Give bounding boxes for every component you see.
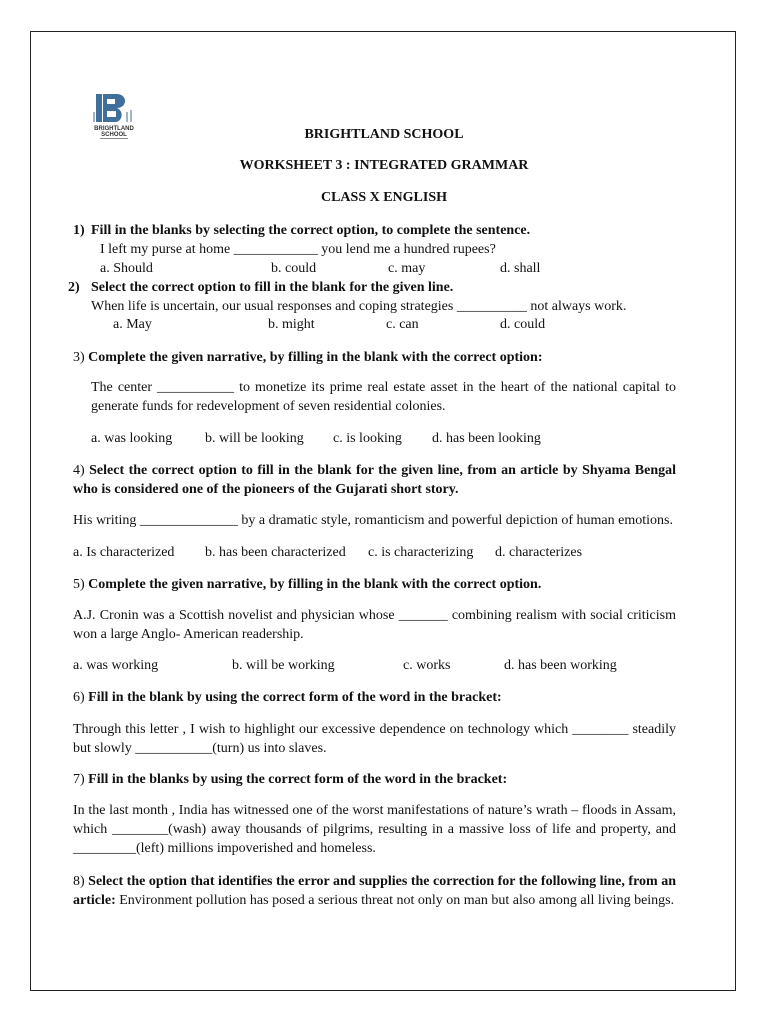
q8-heading [73,872,676,910]
q5-option-a: a. was working [73,658,159,673]
q7-passage: In the last month , India has witnessed one of the worst manifestations of nature’s wrath – floods in Assam, which ________(wash) away thousands of pilgrims, resulting in a massive loss of life and property, and _________(left) millions impoverished and homeless. [73,803,676,856]
logo-text-line2: SCHOOL [101,132,127,138]
q3-option-c: c. is looking [333,431,402,446]
q3-instruction: Complete the given narrative, by filling in the blank with the correct option: [88,350,543,365]
q3-option-a: a. was looking [91,431,173,446]
q5-option-b: b. will be working [232,658,335,673]
q2-option-d: d. could [500,317,546,332]
q8-instruction: Select the option that identifies the error and supplies the correction for the following line, from an article: [73,874,677,908]
q7-number: 7) [73,772,85,787]
q4-option-c: c. is characterizing [368,545,474,560]
q3-option-d: d. has been looking [432,431,541,446]
q2-sentence: When life is uncertain, our usual responses and coping strategies __________ not always work. [91,299,627,314]
q6-heading [73,688,502,707]
q3-number: 3) [73,350,85,365]
q5-option-d: d. has been working [504,658,617,673]
q2-instruction: Select the correct option to fill in the blank for the given line. [91,280,454,295]
q2-number: 2) [68,280,80,295]
q1-option-c: c. may [388,261,426,276]
q4-number: 4) [73,463,85,478]
q3-option-b: b. will be looking [205,431,304,446]
q4-instruction: Select the correct option to fill in the blank for the given line, from an article by Shyama Bengal who is considered one of the pioneers of the Gujarati short story. [73,463,677,497]
q5-instruction: Complete the given narrative, by filling in the blank with the correct option. [88,577,542,592]
q2-option-c: c. can [386,317,419,332]
q5-option-c: c. works [403,658,451,673]
q7-heading [73,770,507,789]
q4-sentence: His writing ______________ by a dramatic style, romanticism and powerful depiction of human emotions. [73,513,673,528]
q4-option-d: d. characterizes [495,545,583,560]
q2-option-a: a. May [113,317,152,332]
q6-number: 6) [73,690,85,705]
q8-sentence: Environment pollution has posed a serious threat not only on man but also among all living beings. [119,893,675,908]
q1-option-b: b. could [271,261,317,276]
logo-text-line1: BRIGHTLAND [94,126,134,132]
q1-instruction: Fill in the blanks by selecting the correct option, to complete the sentence. [91,223,531,238]
q8-number: 8) [73,874,85,889]
q3-passage: The center ___________ to monetize its prime real estate asset in the heart of the national capital to generate funds for redevelopment of seven residential colonies. [91,380,676,414]
q6-passage: Through this letter , I wish to highlight our excessive dependence on technology which ________ steadily but slowly ___________(turn) us into slaves. [73,722,676,756]
q5-passage: A.J. Cronin was a Scottish novelist and physician whose _______ combining realism with social criticism won a large Anglo- American readership. [73,608,676,642]
q4-option-b: b. has been characterized [205,545,346,560]
q1-option-d: d. shall [500,261,541,276]
school-name: BRIGHTLAND SCHOOL [304,127,464,142]
worksheet-title: WORKSHEET 3 : INTEGRATED GRAMMAR [239,158,529,173]
q4-option-a: a. Is characterized [73,545,175,560]
q5-number: 5) [73,577,85,592]
q3-heading [73,348,543,367]
q5-heading [73,575,541,594]
q2-option-b: b. might [268,317,315,332]
q1-sentence: I left my purse at home ____________ you lend me a hundred rupees? [100,242,496,257]
q1-option-a: a. Should [100,261,153,276]
q6-instruction: Fill in the blank by using the correct form of the word in the bracket: [88,690,502,705]
q4-heading [73,461,676,499]
q1-number: 1) [73,223,85,238]
class-title: CLASS X ENGLISH [320,190,448,205]
q7-instruction: Fill in the blanks by using the correct form of the word in the bracket: [88,772,508,787]
